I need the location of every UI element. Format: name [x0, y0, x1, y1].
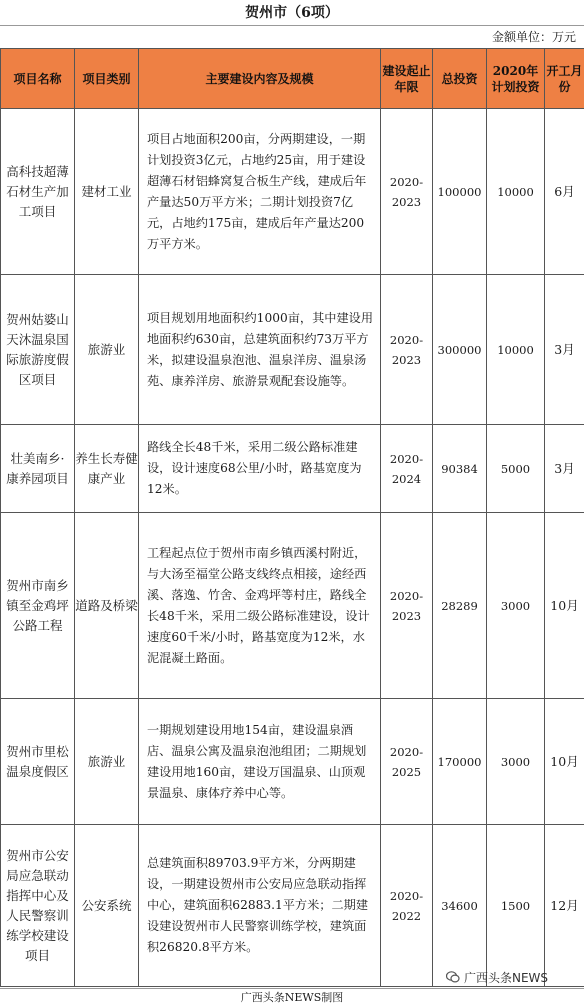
watermark — [446, 970, 548, 986]
project-years: 2020-2025 — [381, 699, 433, 825]
project-content: 项目规划用地面积约1000亩，其中建设用地面积约630亩，总建筑面积约73万平方米，拟建设温泉泡池、温泉洋房、温泉汤苑、康养洋房、旅游景观配套设施等。 — [139, 275, 381, 425]
project-total: 300000 — [433, 275, 487, 425]
project-plan: 1500 — [487, 825, 545, 987]
project-plan: 10000 — [487, 109, 545, 275]
project-total: 34600 — [433, 825, 487, 987]
header-month: 开工月份 — [545, 49, 584, 109]
project-total: 90384 — [433, 425, 487, 513]
project-category: 建材工业 — [75, 109, 139, 275]
table-row — [1, 699, 584, 825]
project-table — [0, 48, 584, 987]
project-month: 6月 — [545, 109, 584, 275]
table-row — [1, 275, 584, 425]
watermark-text: 广西头条NEWS — [464, 971, 548, 985]
project-content: 总建筑面积89703.9平方米，分两期建设，一期建设贺州市公安局应急联动指挥中心，建筑面积62883.1平方米；二期建设建设贺州市人民警察训练学校，建筑面积26820.8平方米。 — [139, 825, 381, 987]
project-total: 170000 — [433, 699, 487, 825]
project-content: 项目占地面积200亩，分两期建设，一期计划投资3亿元，占地约25亩，用于建设超薄石材铝蜂窝复合板生产线，建成后年产量达50万平方米；二期计划投资7亿元，占地约175亩，建成后年产量达200万平方米。 — [139, 109, 381, 275]
page-title: 贺州市（6项） — [0, 0, 584, 26]
project-name: 壮美南乡·康养园项目 — [1, 425, 75, 513]
project-category: 道路及桥梁 — [75, 513, 139, 699]
project-years: 2020-2024 — [381, 425, 433, 513]
project-content: 工程起点位于贺州市南乡镇西溪村附近，与大汤至福堂公路支线终点相接，途经西溪、落逸、竹舍、金鸡坪等村庄，路线全长48千米，采用二级公路标准建设，设计速度60千米/小时，路基宽度为12米，水泥混凝土路面。 — [139, 513, 381, 699]
project-name: 高科技超薄石材生产加工项目 — [1, 109, 75, 275]
header-years: 建设起止年限 — [381, 49, 433, 109]
project-years: 2020-2023 — [381, 275, 433, 425]
project-name: 贺州市南乡镇至金鸡坪公路工程 — [1, 513, 75, 699]
project-content: 路线全长48千米，采用二级公路标准建设，设计速度68公里/小时，路基宽度为12米。 — [139, 425, 381, 513]
unit-note: 金额单位：万元 — [0, 26, 584, 48]
project-name: 贺州姑婆山天沐温泉国际旅游度假区项目 — [1, 275, 75, 425]
project-month: 3月 — [545, 425, 584, 513]
project-years: 2020-2023 — [381, 513, 433, 699]
table-row — [1, 425, 584, 513]
project-category: 养生长寿健康产业 — [75, 425, 139, 513]
project-plan: 3000 — [487, 699, 545, 825]
project-plan: 3000 — [487, 513, 545, 699]
table-row — [1, 109, 584, 275]
project-month: 10月 — [545, 513, 584, 699]
project-total: 100000 — [433, 109, 487, 275]
project-name: 贺州市里松温泉度假区 — [1, 699, 75, 825]
table-header-row — [1, 49, 584, 109]
project-years: 2020-2022 — [381, 825, 433, 987]
project-category: 旅游业 — [75, 699, 139, 825]
header-content: 主要建设内容及规模 — [139, 49, 381, 109]
project-month: 12月 — [545, 825, 584, 987]
project-total: 28289 — [433, 513, 487, 699]
header-plan: 2020年计划投资 — [487, 49, 545, 109]
header-name: 项目名称 — [1, 49, 75, 109]
project-category: 旅游业 — [75, 275, 139, 425]
project-content: 一期规划建设用地154亩，建设温泉酒店、温泉公寓及温泉泡池组团；二期规划建设用地160亩，建设万国温泉、山顶观景温泉、康体疗养中心等。 — [139, 699, 381, 825]
wechat-icon — [446, 970, 460, 984]
project-plan: 10000 — [487, 275, 545, 425]
footer-credit: 广西头条NEWS制图 — [0, 988, 584, 1007]
project-years: 2020-2023 — [381, 109, 433, 275]
project-month: 10月 — [545, 699, 584, 825]
project-name: 贺州市公安局应急联动指挥中心及人民警察训练学校建设项目 — [1, 825, 75, 987]
header-category: 项目类别 — [75, 49, 139, 109]
header-total: 总投资 — [433, 49, 487, 109]
project-category: 公安系统 — [75, 825, 139, 987]
table-row — [1, 513, 584, 699]
project-plan: 5000 — [487, 425, 545, 513]
project-month: 3月 — [545, 275, 584, 425]
table-row — [1, 825, 584, 987]
